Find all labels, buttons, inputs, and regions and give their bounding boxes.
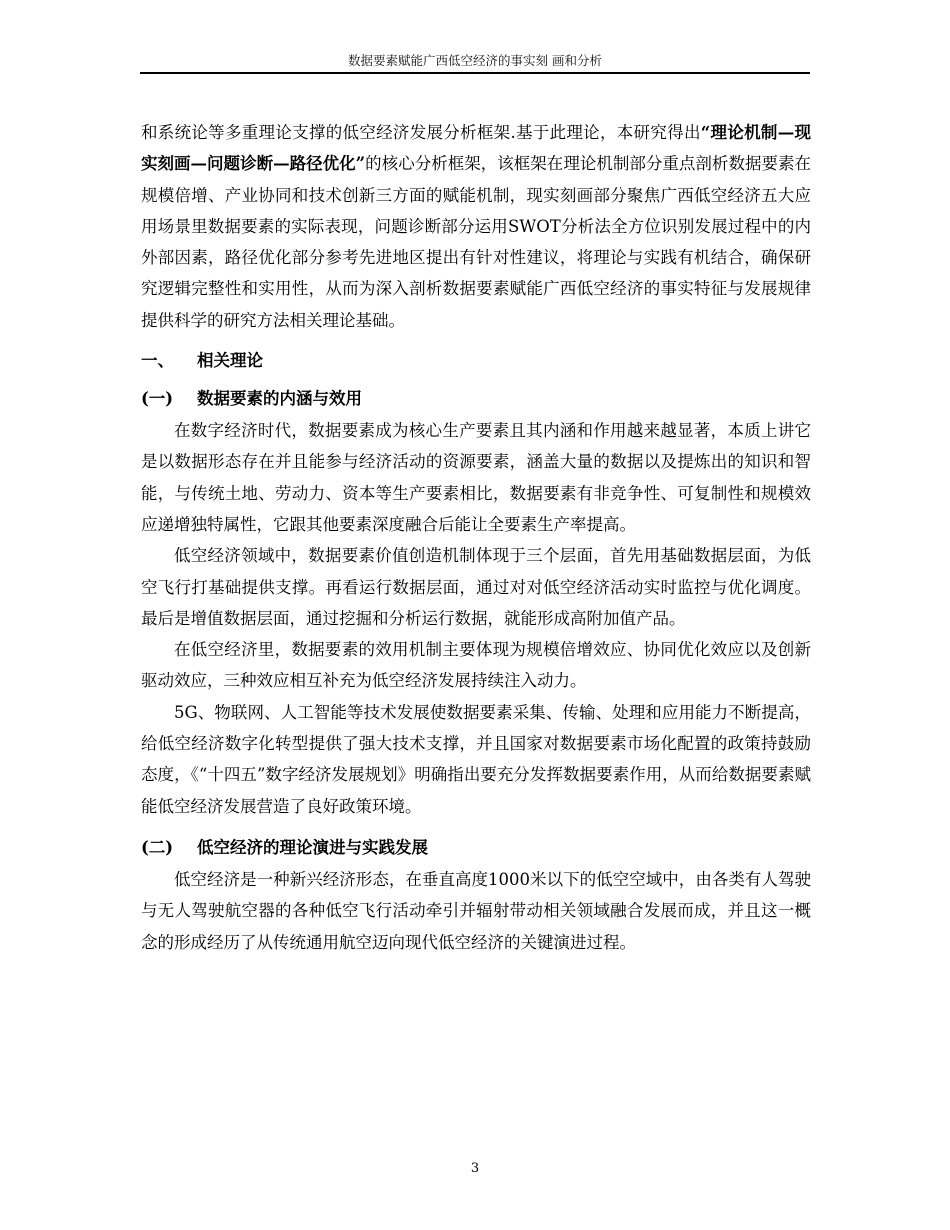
paragraph-value-creation: 低空经济领域中，数据要素价值创造机制体现于三个层面，首先用基础数据层面，为低空飞行打基础提供支撑。再看运行数据层面，通过对对低空经济活动实时监控与优化调度。最后是增值数据层面，通过挖掘和分析运行数据，就能形成高附加值产品。 [141, 546, 811, 628]
paragraph-data-element-definition: 在数字经济时代，数据要素成为核心生产要素且其内涵和作用越来越显著，本质上讲它是以数据形态存在并且能参与经济活动的资源要素，涵盖大量的数据以及提炼出的知识和智能，与传统土地、劳动力、资本等生产要素相比，数据要素有非竞争性、可复制性和规模效应递增独特属性，它跟其他要素深度融合后能让全要素生产率提高。 [141, 421, 811, 534]
section-number: 一、 [141, 351, 174, 371]
running-header: 数据要素赋能广西低空经济的事实刻 画和分析 [348, 53, 602, 68]
subsection-number: (二) [141, 837, 174, 857]
paragraph-framework [141, 117, 811, 336]
section-title: 相关理论 [197, 351, 263, 371]
paragraph-text: 和系统论等多重理论支撑的低空经济发展分析框架.基于此理论，本研究得出 [141, 123, 701, 142]
subsection-title: 数据要素的内涵与效用 [197, 389, 362, 409]
header-rule [140, 72, 810, 74]
framework-emphasis: “理论机制—现实刻画—问题诊断—路径优化” [141, 123, 811, 174]
paragraph-technology-policy: 5G、物联网、人工智能等技术发展使数据要素采集、传输、处理和应用能力不断提高，给低空经济数字化转型提供了强大技术支撑，并且国家对数据要素市场化配置的政策持鼓励态度，《“十四五”数字经济发展规划》明确指出要充分发挥数据要素作用，从而给数据要素赋能低空经济发展营造了良好政策环境。 [141, 702, 811, 816]
document-body [141, 117, 811, 958]
paragraph-low-altitude-economy: 低空经济是一种新兴经济形态，在垂直高度1000米以下的低空空域中，由各类有人驾驶与无人驾驶航空器的各种低空飞行活动牵引并辐射带动相关领域融合发展而成，并且这一概念的形成经历了从传统通用航空迈向现代低空经济的关键演进过程。 [141, 869, 811, 952]
page-number: 3 [470, 1161, 480, 1176]
paragraph-text: 的核心分析框架，该框架在理论机制部分重点剖析数据要素在规模倍增、产业协同和技术创新三方面的赋能机制，现实刻画部分聚焦广西低空经济五大应用场景里数据要素的实际表现，问题诊断部分运用SWOT分析法全方位识别发展过程中的内外部因素，路径优化部分参考先进地区提出有针对性建议，将理论与实践有机结合，确保研究逻辑完整性和实用性，从而为深入剖析数据要素赋能广西低空经济的事实特征与发展规律提供科学的研究方法相关理论基础。 [141, 154, 811, 330]
subsection-heading [141, 387, 811, 411]
section-heading [141, 349, 811, 373]
subsection-title: 低空经济的理论演进与实践发展 [197, 837, 428, 857]
subsection-number: (一) [141, 389, 174, 409]
subsection-heading [141, 836, 811, 860]
paragraph-utility-mechanism: 在低空经济里，数据要素的效用机制主要体现为规模倍增效应、协同优化效应以及创新驱动效应，三种效应相互补充为低空经济发展持续注入动力。 [141, 640, 811, 691]
